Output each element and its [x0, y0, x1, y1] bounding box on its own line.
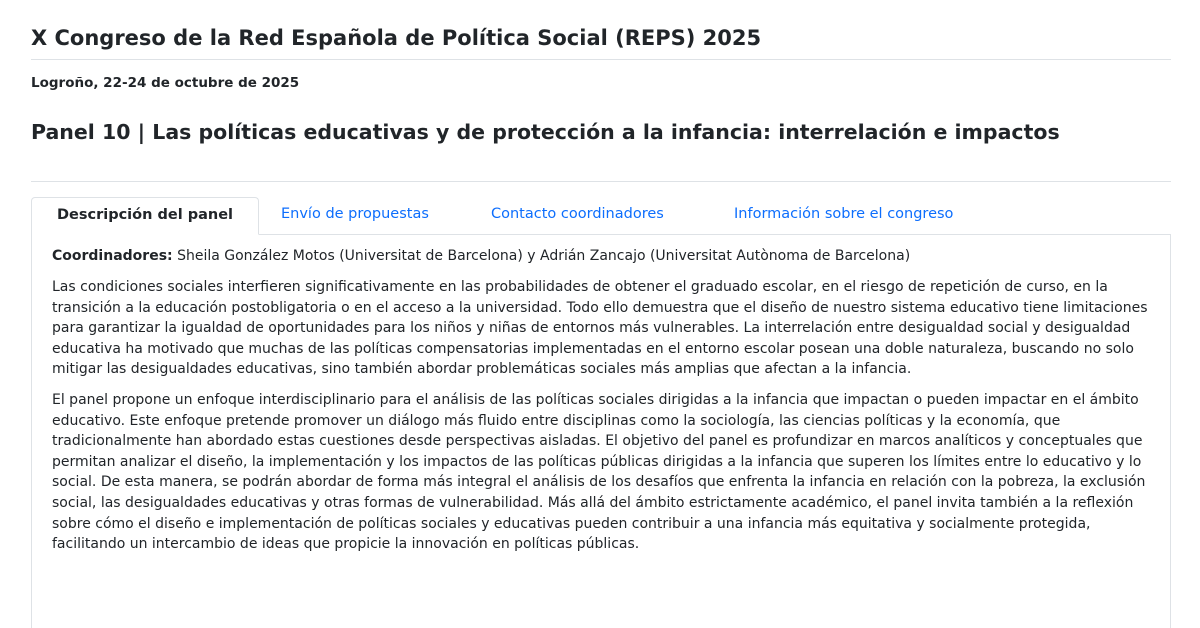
tab-content-panel [31, 234, 1171, 628]
tab-bar [31, 197, 1171, 235]
coordinators-names: Sheila González Motos (Universitat de Barcelona) y Adrián Zancajo (Universitat Autònoma de Barcelona) [172, 248, 911, 264]
title-divider [31, 59, 1171, 60]
coordinators-line [52, 246, 1150, 267]
tab-descripcion-panel[interactable]: Descripción del panel [31, 197, 259, 235]
tab-informacion-congreso[interactable]: Información sobre el congreso [734, 206, 954, 222]
panel-title: Panel 10 | Las políticas educativas y de protección a la infancia: interrelación e impactos [31, 120, 1060, 144]
description-paragraph-1: Las condiciones sociales interfieren significativamente en las probabilidades de obtener el graduado escolar, en el riesgo de repetición de curso, en la transición a la educación postobligatoria o en el acceso a la universidad. Todo ello demuestra que el diseño de nuestro sistema educativo tiene limitaciones para garantizar la igualdad de oportunidades para los niños y niñas de entornos más vulnerables. La interrelación entre desigualdad social y desigualdad educativa ha motivado que muchas de las políticas compensatorias implementadas en el entorno escolar posean una doble naturaleza, buscando no solo mitigar las desigualdades educativas, sino también abordar problemáticas sociales más amplias que afectan a la infancia. [52, 279, 1148, 378]
description-paragraph-2: El panel propone un enfoque interdisciplinario para el análisis de las políticas sociales dirigidas a la infancia que impactan o pueden impactar en el ámbito educativo. Este enfoque pretende promover un diálogo más fluido entre disciplinas como la sociología, las ciencias políticas y la economía, que tradicionalmente han abordado estas cuestiones desde perspectivas aisladas. El objetivo del panel es profundizar en marcos analíticos y conceptuales que permitan analizar el diseño, la implementación y los impactos de las políticas públicas dirigidas a la infancia que superen los límites entre lo educativo y lo social. De esta manera, se podrán abordar de forma más integral el análisis de los desafíos que enfrenta la infancia en relación con la pobreza, la exclusión social, las desigualdades educativas y otras formas de vulnerabilidad. Más allá del ámbito estrictamente académico, el panel invita también a la reflexión sobre cómo el diseño e implementación de políticas sociales y educativas pueden contribuir a una infancia más equitativa y socialmente protegida, facilitando un intercambio de ideas que propicie la innovación en políticas públicas. [52, 391, 1146, 553]
conference-title: X Congreso de la Red Española de Política Social (REPS) 2025 [31, 26, 762, 50]
panel-title-divider [31, 181, 1171, 182]
tab-envio-propuestas[interactable]: Envío de propuestas [281, 206, 429, 222]
coordinators-label: Coordinadores: [52, 248, 173, 264]
conference-location-dates: Logroño, 22-24 de octubre de 2025 [31, 75, 300, 91]
tab-contacto-coordinadores[interactable]: Contacto coordinadores [491, 206, 664, 222]
